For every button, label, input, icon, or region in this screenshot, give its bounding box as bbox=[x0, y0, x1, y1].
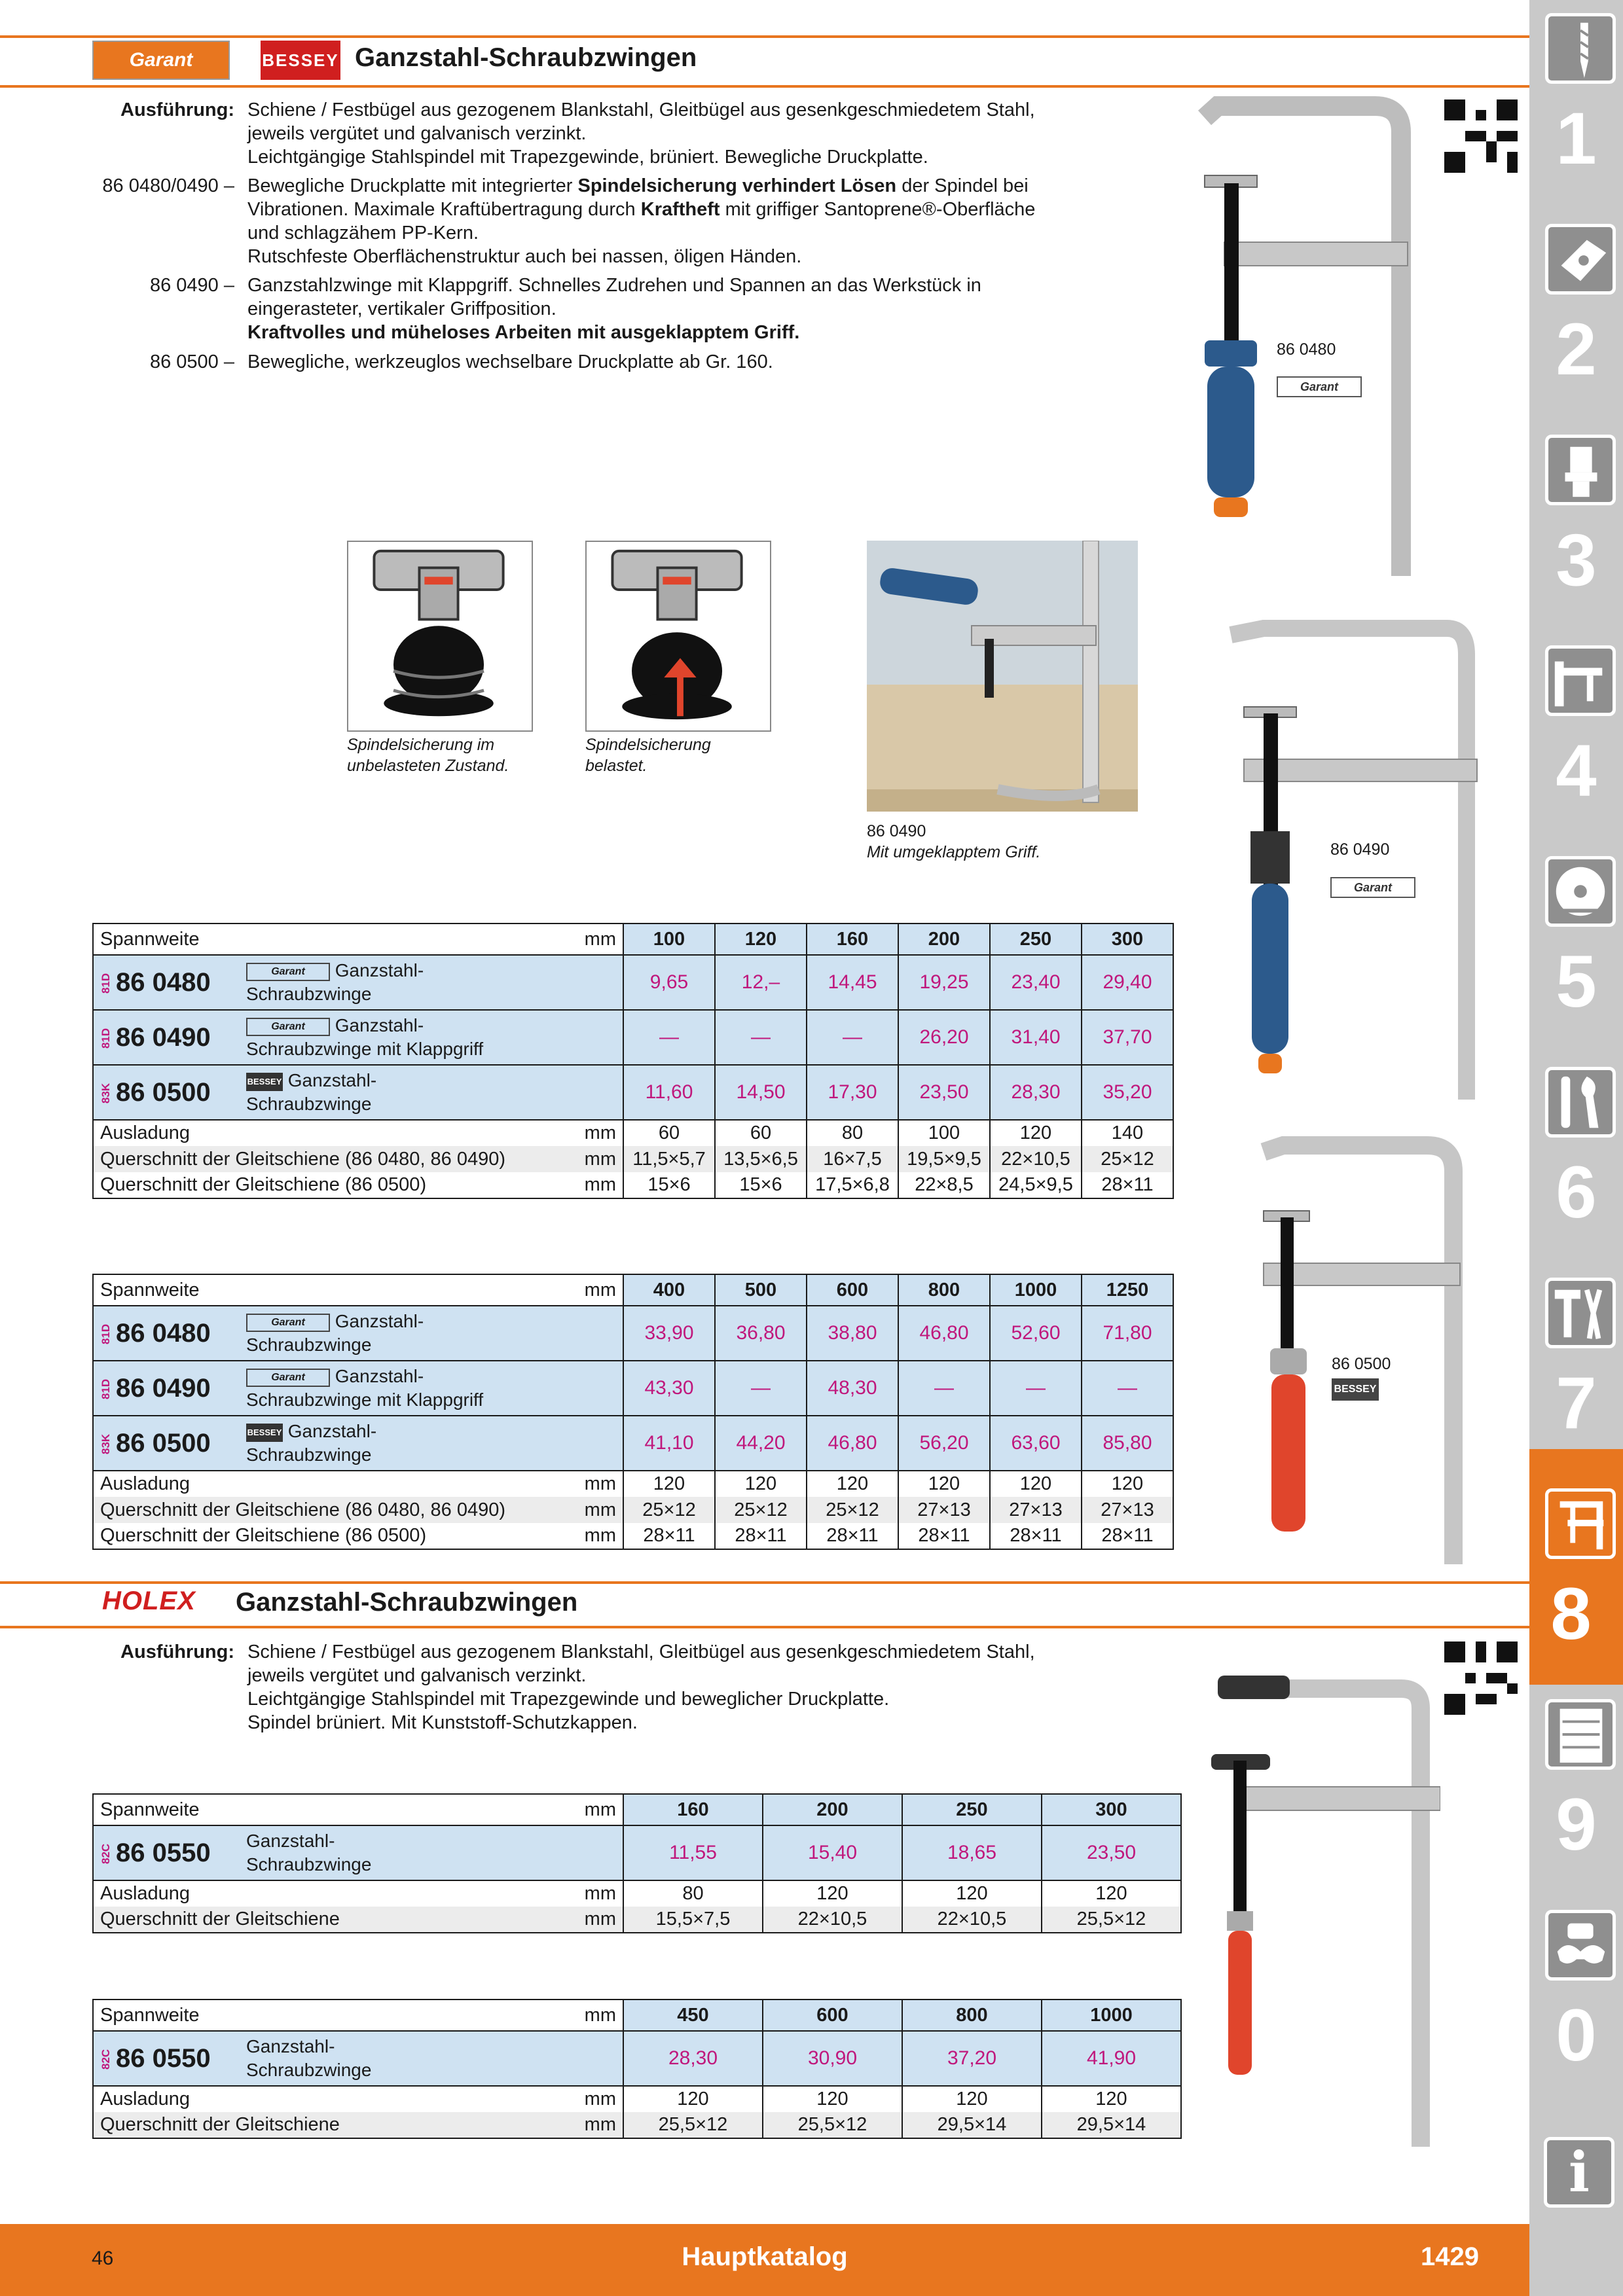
product-name: Garant Ganzstahl- Schraubzwinge mit Klappgriff bbox=[240, 1010, 623, 1065]
description-text: Bewegliche, werkzeuglos wechselbare Druckplatte ab Gr. 160. bbox=[247, 351, 773, 372]
chapter-number: 6 bbox=[1556, 1151, 1597, 1233]
spec-label: Querschnitt der Gleitschiene (86 0480, 86 0490) bbox=[93, 1497, 577, 1523]
price-cell: 43,30 bbox=[623, 1361, 715, 1416]
price-cell: — bbox=[807, 1010, 898, 1065]
spec-value: 28×11 bbox=[623, 1523, 715, 1549]
chapter-number: 8 bbox=[1550, 1573, 1592, 1655]
unit-label: mm bbox=[577, 1523, 623, 1549]
description-paragraph bbox=[120, 98, 1085, 169]
price-cell: 48,30 bbox=[807, 1361, 898, 1416]
page-number-left: 46 bbox=[92, 2248, 114, 2269]
product-row[interactable] bbox=[93, 1065, 1173, 1120]
price-cell: — bbox=[1082, 1361, 1173, 1416]
spec-value: 120 bbox=[763, 1880, 902, 1907]
price-cell: 52,60 bbox=[990, 1306, 1082, 1361]
spec-row bbox=[93, 1523, 1173, 1549]
spindle-unloaded-image bbox=[347, 541, 533, 732]
spec-value: 24,5×9,5 bbox=[990, 1172, 1082, 1198]
spec-value: 100 bbox=[898, 1120, 990, 1146]
spec-value: 29,5×14 bbox=[902, 2112, 1042, 2138]
bessey-inline-logo: BESSEY bbox=[246, 1073, 283, 1091]
page-number-right: 1429 bbox=[1421, 2242, 1479, 2271]
description-label: 86 0500 – bbox=[149, 351, 234, 372]
description-text: Schiene / Festbügel aus gezogenem Blankstahl, Gleitbügel aus gesenkgeschmiedetem Stahl, jeweils vergütet und galvanisch verzinkt. Leichtgängige Stahlspindel mit Trapezgewinde, brüniert. Bewegliche Druckplatte. bbox=[247, 99, 1035, 168]
spec-label: Ausladung bbox=[93, 1471, 577, 1497]
spec-value: 15×6 bbox=[715, 1172, 807, 1198]
price-cell: 14,50 bbox=[715, 1065, 807, 1120]
description-label: 86 0490 – bbox=[149, 275, 234, 296]
spec-row bbox=[93, 2112, 1181, 2138]
size-header: 600 bbox=[807, 1274, 898, 1306]
page-footer bbox=[0, 2224, 1529, 2296]
price-cell: 14,45 bbox=[807, 955, 898, 1010]
price-cell: — bbox=[623, 1010, 715, 1065]
chapter-number: 7 bbox=[1556, 1362, 1597, 1444]
product-name: Garant Ganzstahl- Schraubzwinge bbox=[240, 1306, 623, 1361]
insert-icon bbox=[1545, 224, 1616, 295]
spec-value: 22×10,5 bbox=[990, 1146, 1082, 1172]
size-header: 160 bbox=[623, 1794, 763, 1825]
price-cell: — bbox=[990, 1361, 1082, 1416]
unit-label: mm bbox=[577, 1880, 623, 1907]
clamp-icon bbox=[1545, 1488, 1616, 1559]
price-cell: 36,80 bbox=[715, 1306, 807, 1361]
spec-row bbox=[93, 1880, 1181, 1907]
spec-value: 28×11 bbox=[807, 1523, 898, 1549]
spec-value: 27×13 bbox=[1082, 1497, 1173, 1523]
caption-loaded: Spindelsicherung belastet. bbox=[585, 736, 711, 775]
unit-label: mm bbox=[577, 1471, 623, 1497]
price-cell: 56,20 bbox=[898, 1416, 990, 1471]
spec-value: 22×8,5 bbox=[898, 1172, 990, 1198]
product-row[interactable] bbox=[93, 1010, 1173, 1065]
column-header-label: Spannweite bbox=[93, 1794, 577, 1825]
article-number: 81D 86 0490 bbox=[93, 1361, 240, 1416]
spec-value: 25×12 bbox=[715, 1497, 807, 1523]
spec-value: 60 bbox=[623, 1120, 715, 1146]
price-cell: 38,80 bbox=[807, 1306, 898, 1361]
unit-label: mm bbox=[577, 1497, 623, 1523]
spec-value: 25×12 bbox=[623, 1497, 715, 1523]
price-cell: 15,40 bbox=[763, 1825, 902, 1880]
spec-value: 120 bbox=[990, 1120, 1082, 1146]
article-number: 82C 86 0550 bbox=[93, 1825, 240, 1880]
product-row[interactable] bbox=[93, 955, 1173, 1010]
unit-label: mm bbox=[577, 924, 623, 955]
price-cell: 28,30 bbox=[623, 2031, 763, 2086]
article-number: 81D 86 0480 bbox=[93, 1306, 240, 1361]
spec-value: 120 bbox=[763, 2086, 902, 2112]
price-cell: 26,20 bbox=[898, 1010, 990, 1065]
spec-label: Querschnitt der Gleitschiene (86 0500) bbox=[93, 1523, 577, 1549]
spec-row bbox=[93, 1497, 1173, 1523]
garant-mini-logo: Garant bbox=[1330, 877, 1415, 898]
size-header: 120 bbox=[715, 924, 807, 955]
product-name: Ganzstahl- Schraubzwinge bbox=[240, 1825, 623, 1880]
product-label-860500: 86 0500 bbox=[1332, 1355, 1391, 1373]
spec-value: 28×11 bbox=[715, 1523, 807, 1549]
price-cell: — bbox=[715, 1361, 807, 1416]
spec-value: 120 bbox=[807, 1471, 898, 1497]
spec-value: 27×13 bbox=[990, 1497, 1082, 1523]
holex-logo: HOLEX bbox=[102, 1587, 196, 1615]
clamp-folded-photo bbox=[867, 541, 1138, 812]
info-icon[interactable]: i bbox=[1544, 2137, 1614, 2208]
spec-value: 22×10,5 bbox=[902, 1907, 1042, 1933]
description-block: Ausführung: Schiene / Festbügel aus gezogenem Blankstahl, Gleitbügel aus gesenkgeschmiedetem Stahl, jeweils vergütet und galvanisch verzinkt. Leichtgängige Stahlspindel mit Trapezgewinde und beweglicher Druckplatte. Spindel brüniert. Mit Kunststoff-Schutzkappen. bbox=[120, 1641, 1035, 1733]
size-header: 1250 bbox=[1082, 1274, 1173, 1306]
unit-label: mm bbox=[577, 1172, 623, 1198]
chapter-sidebar bbox=[1529, 0, 1623, 2296]
chapter-tab-0[interactable] bbox=[1535, 1897, 1618, 2106]
spec-value: 15×6 bbox=[623, 1172, 715, 1198]
spec-value: 25×12 bbox=[1082, 1146, 1173, 1172]
description-label: 86 0480/0490 – bbox=[102, 175, 234, 196]
price-cell: 63,60 bbox=[990, 1416, 1082, 1471]
section-divider bbox=[0, 1581, 1529, 1584]
caption-unloaded: Spindelsicherung im unbelasteten Zustand. bbox=[347, 736, 509, 775]
section-title: Ganzstahl-Schraubzwingen bbox=[236, 1588, 578, 1617]
tool-holder-icon bbox=[1545, 435, 1616, 505]
size-header: 160 bbox=[807, 924, 898, 955]
price-cell: 9,65 bbox=[623, 955, 715, 1010]
size-header: 1000 bbox=[1042, 2000, 1181, 2031]
price-cell: 18,65 bbox=[902, 1825, 1042, 1880]
chapter-tab-1[interactable] bbox=[1535, 0, 1618, 209]
price-table-2 bbox=[92, 1274, 1174, 1550]
price-cell: 23,50 bbox=[1042, 1825, 1181, 1880]
bessey-mini-logo: BESSEY bbox=[1332, 1378, 1379, 1401]
garant-inline-logo: Garant bbox=[246, 1369, 330, 1387]
clamp-image-860550 bbox=[1205, 1662, 1440, 2147]
unit-label: mm bbox=[577, 2086, 623, 2112]
garant-inline-logo: Garant bbox=[246, 963, 330, 981]
unit-label: mm bbox=[577, 1146, 623, 1172]
price-cell: — bbox=[715, 1010, 807, 1065]
product-row[interactable] bbox=[93, 1825, 1181, 1880]
price-table-1 bbox=[92, 923, 1174, 1199]
description-paragraph bbox=[149, 350, 1085, 374]
price-cell: 23,50 bbox=[898, 1065, 990, 1120]
product-name: Garant Ganzstahl- Schraubzwinge mit Klappgriff bbox=[240, 1361, 623, 1416]
product-name: BESSEY Ganzstahl- Schraubzwinge bbox=[240, 1416, 623, 1471]
spec-value: 120 bbox=[898, 1471, 990, 1497]
price-cell: — bbox=[898, 1361, 990, 1416]
spec-value: 60 bbox=[715, 1120, 807, 1146]
price-table-4 bbox=[92, 1999, 1182, 2139]
price-cell: 41,90 bbox=[1042, 2031, 1181, 2086]
spec-row bbox=[93, 2086, 1181, 2112]
spec-value: 25×12 bbox=[807, 1497, 898, 1523]
size-header: 400 bbox=[623, 1274, 715, 1306]
spec-value: 120 bbox=[1082, 1471, 1173, 1497]
size-header: 450 bbox=[623, 2000, 763, 2031]
section-divider bbox=[0, 35, 1529, 38]
spec-value: 140 bbox=[1082, 1120, 1173, 1146]
spec-value: 25,5×12 bbox=[623, 2112, 763, 2138]
product-name: Garant Ganzstahl- Schraubzwinge bbox=[240, 955, 623, 1010]
qr-code-icon[interactable] bbox=[1444, 1641, 1518, 1715]
chapter-number: 9 bbox=[1556, 1784, 1597, 1865]
price-cell: 41,10 bbox=[623, 1416, 715, 1471]
spec-label: Ausladung bbox=[93, 1880, 577, 1907]
unit-label: mm bbox=[577, 1907, 623, 1933]
product-row[interactable] bbox=[93, 1361, 1173, 1416]
grinding-disc-icon bbox=[1545, 856, 1616, 927]
chapter-tab-6[interactable] bbox=[1535, 1054, 1618, 1263]
spec-value: 120 bbox=[623, 1471, 715, 1497]
spec-value: 17,5×6,8 bbox=[807, 1172, 898, 1198]
size-header: 200 bbox=[898, 924, 990, 955]
spec-label: Ausladung bbox=[93, 1120, 577, 1146]
chapter-tab-3[interactable] bbox=[1535, 422, 1618, 631]
unit-label: mm bbox=[577, 2112, 623, 2138]
column-header-label: Spannweite bbox=[93, 1274, 577, 1306]
spec-value: 28×11 bbox=[898, 1523, 990, 1549]
price-cell: 12,– bbox=[715, 955, 807, 1010]
price-cell: 23,40 bbox=[990, 955, 1082, 1010]
size-header: 300 bbox=[1042, 1794, 1181, 1825]
spec-row bbox=[93, 1172, 1173, 1198]
product-row[interactable] bbox=[93, 1416, 1173, 1471]
price-cell: 29,40 bbox=[1082, 955, 1173, 1010]
spec-value: 120 bbox=[902, 2086, 1042, 2112]
unit-label: mm bbox=[577, 1794, 623, 1825]
description-label: Ausführung: bbox=[120, 99, 234, 120]
section-divider bbox=[0, 85, 1529, 88]
spec-value: 28×11 bbox=[1082, 1523, 1173, 1549]
cabinet-icon bbox=[1545, 1699, 1616, 1770]
size-header: 200 bbox=[763, 1794, 902, 1825]
spec-label: Querschnitt der Gleitschiene (86 0480, 86 0490) bbox=[93, 1146, 577, 1172]
spec-row bbox=[93, 1120, 1173, 1146]
chapter-tab-5[interactable] bbox=[1535, 843, 1618, 1052]
spec-value: 27×13 bbox=[898, 1497, 990, 1523]
spec-row bbox=[93, 1146, 1173, 1172]
spec-row bbox=[93, 1907, 1181, 1933]
spindle-loaded-image bbox=[585, 541, 771, 732]
size-header: 250 bbox=[902, 1794, 1042, 1825]
size-header: 800 bbox=[902, 2000, 1042, 2031]
description-paragraph bbox=[149, 274, 1085, 344]
spec-value: 11,5×5,7 bbox=[623, 1146, 715, 1172]
price-cell: 44,20 bbox=[715, 1416, 807, 1471]
price-cell: 30,90 bbox=[763, 2031, 902, 2086]
description-text: Ganzstahlzwinge mit Klappgriff. Schnelles Zudrehen und Spannen an das Werkstück in eingerasteter, vertikaler Griffposition. Kraftvolles und müheloses Arbeiten mit ausgeklapptem Griff. bbox=[247, 275, 981, 343]
price-cell: 46,80 bbox=[807, 1416, 898, 1471]
description-paragraph bbox=[102, 174, 1085, 268]
price-cell: 28,30 bbox=[990, 1065, 1082, 1120]
spec-value: 25,5×12 bbox=[763, 2112, 902, 2138]
spec-value: 16×7,5 bbox=[807, 1146, 898, 1172]
price-cell: 33,90 bbox=[623, 1306, 715, 1361]
pliers-icon bbox=[1545, 1278, 1616, 1348]
chapter-number: 5 bbox=[1556, 941, 1597, 1022]
price-table-3 bbox=[92, 1793, 1182, 1933]
spec-value: 15,5×7,5 bbox=[623, 1907, 763, 1933]
size-header: 100 bbox=[623, 924, 715, 955]
price-cell: 37,70 bbox=[1082, 1010, 1173, 1065]
price-cell: 11,60 bbox=[623, 1065, 715, 1120]
drill-bit-icon bbox=[1545, 13, 1616, 84]
price-cell: 37,20 bbox=[902, 2031, 1042, 2086]
unit-label: mm bbox=[577, 1274, 623, 1306]
price-cell: 11,55 bbox=[623, 1825, 763, 1880]
clamp-image-860480 bbox=[1178, 92, 1421, 576]
spec-value: 80 bbox=[807, 1120, 898, 1146]
spec-value: 29,5×14 bbox=[1042, 2112, 1181, 2138]
spec-value: 28×11 bbox=[1082, 1172, 1173, 1198]
chapter-number: 2 bbox=[1556, 308, 1597, 390]
spec-value: 80 bbox=[623, 1880, 763, 1907]
chapter-number: 0 bbox=[1556, 1994, 1597, 2076]
size-header: 1000 bbox=[990, 1274, 1082, 1306]
spec-value: 120 bbox=[990, 1471, 1082, 1497]
price-cell: 19,25 bbox=[898, 955, 990, 1010]
article-number: 81D 86 0480 bbox=[93, 955, 240, 1010]
chapter-number: 4 bbox=[1556, 730, 1597, 812]
size-header: 800 bbox=[898, 1274, 990, 1306]
product-label-860480: 86 0480 bbox=[1277, 340, 1336, 359]
garant-mini-logo: Garant bbox=[1277, 376, 1362, 397]
article-number: 82C 86 0550 bbox=[93, 2031, 240, 2086]
price-cell: 85,80 bbox=[1082, 1416, 1173, 1471]
measuring-icon bbox=[1545, 645, 1616, 716]
spec-value: 19,5×9,5 bbox=[898, 1146, 990, 1172]
spec-value: 25,5×12 bbox=[1042, 1907, 1181, 1933]
spec-label: Querschnitt der Gleitschiene bbox=[93, 1907, 577, 1933]
spec-label: Ausladung bbox=[93, 2086, 577, 2112]
bessey-logo: BESSEY bbox=[261, 41, 340, 80]
garant-logo: Garant bbox=[92, 41, 230, 80]
article-number: 81D 86 0490 bbox=[93, 1010, 240, 1065]
size-header: 500 bbox=[715, 1274, 807, 1306]
size-header: 600 bbox=[763, 2000, 902, 2031]
spec-value: 13,5×6,5 bbox=[715, 1146, 807, 1172]
chapter-tab-8[interactable] bbox=[1529, 1449, 1623, 1685]
spec-label: Querschnitt der Gleitschiene (86 0500) bbox=[93, 1172, 577, 1198]
section-title: Ganzstahl-Schraubzwingen bbox=[355, 43, 697, 72]
spec-value: 120 bbox=[902, 1880, 1042, 1907]
spec-value: 120 bbox=[1042, 2086, 1181, 2112]
spec-value: 120 bbox=[623, 2086, 763, 2112]
caption-photo: 86 0490 Mit umgeklapptem Griff. bbox=[867, 822, 1041, 861]
spec-value: 22×10,5 bbox=[763, 1907, 902, 1933]
clamp-image-860500 bbox=[1257, 1126, 1486, 1564]
wrench-icon bbox=[1545, 1067, 1616, 1138]
qr-code-icon[interactable] bbox=[1444, 99, 1518, 173]
price-cell: 35,20 bbox=[1082, 1065, 1173, 1120]
chapter-number: 1 bbox=[1556, 98, 1597, 179]
product-row[interactable] bbox=[93, 1306, 1173, 1361]
size-header: 250 bbox=[990, 924, 1082, 955]
article-number: 83K 86 0500 bbox=[93, 1416, 240, 1471]
chapter-tab-2[interactable] bbox=[1535, 211, 1618, 420]
garant-inline-logo: Garant bbox=[246, 1314, 330, 1332]
bessey-inline-logo: BESSEY bbox=[246, 1424, 283, 1442]
product-label-860490: 86 0490 bbox=[1330, 840, 1390, 859]
unit-label: mm bbox=[577, 1120, 623, 1146]
price-cell: 46,80 bbox=[898, 1306, 990, 1361]
article-number: 83K 86 0500 bbox=[93, 1065, 240, 1120]
chapter-tab-7[interactable] bbox=[1535, 1265, 1618, 1474]
chapter-tab-4[interactable] bbox=[1535, 632, 1618, 842]
chapter-number: 3 bbox=[1556, 519, 1597, 601]
price-cell: 71,80 bbox=[1082, 1306, 1173, 1361]
unit-label: mm bbox=[577, 2000, 623, 2031]
size-header: 300 bbox=[1082, 924, 1173, 955]
section-divider bbox=[0, 1626, 1529, 1628]
spec-value: 28×11 bbox=[990, 1523, 1082, 1549]
price-cell: 17,30 bbox=[807, 1065, 898, 1120]
spec-row bbox=[93, 1471, 1173, 1497]
catalog-title: Hauptkatalog bbox=[682, 2242, 848, 2271]
spec-value: 120 bbox=[1042, 1880, 1181, 1907]
safety-glasses-icon bbox=[1545, 1910, 1616, 1981]
spec-label: Querschnitt der Gleitschiene bbox=[93, 2112, 577, 2138]
product-row[interactable] bbox=[93, 2031, 1181, 2086]
chapter-tab-9[interactable] bbox=[1535, 1686, 1618, 1895]
spec-value: 120 bbox=[715, 1471, 807, 1497]
price-cell: 31,40 bbox=[990, 1010, 1082, 1065]
description-text: Bewegliche Druckplatte mit integrierter Spindelsicherung verhindert Lösen der Spindel bei Vibrationen. Maximale Kraftübertragung durch Kraftheft mit griffiger Santoprene®-Oberfläche und schlagzähem PP-Kern. Rutschfeste Oberflächenstruktur auch bei nassen, öligen Händen. bbox=[247, 175, 1036, 267]
garant-inline-logo: Garant bbox=[246, 1018, 330, 1036]
column-header-label: Spannweite bbox=[93, 924, 577, 955]
column-header-label: Spannweite bbox=[93, 2000, 577, 2031]
product-name: BESSEY Ganzstahl- Schraubzwinge bbox=[240, 1065, 623, 1120]
product-name: Ganzstahl- Schraubzwinge bbox=[240, 2031, 623, 2086]
